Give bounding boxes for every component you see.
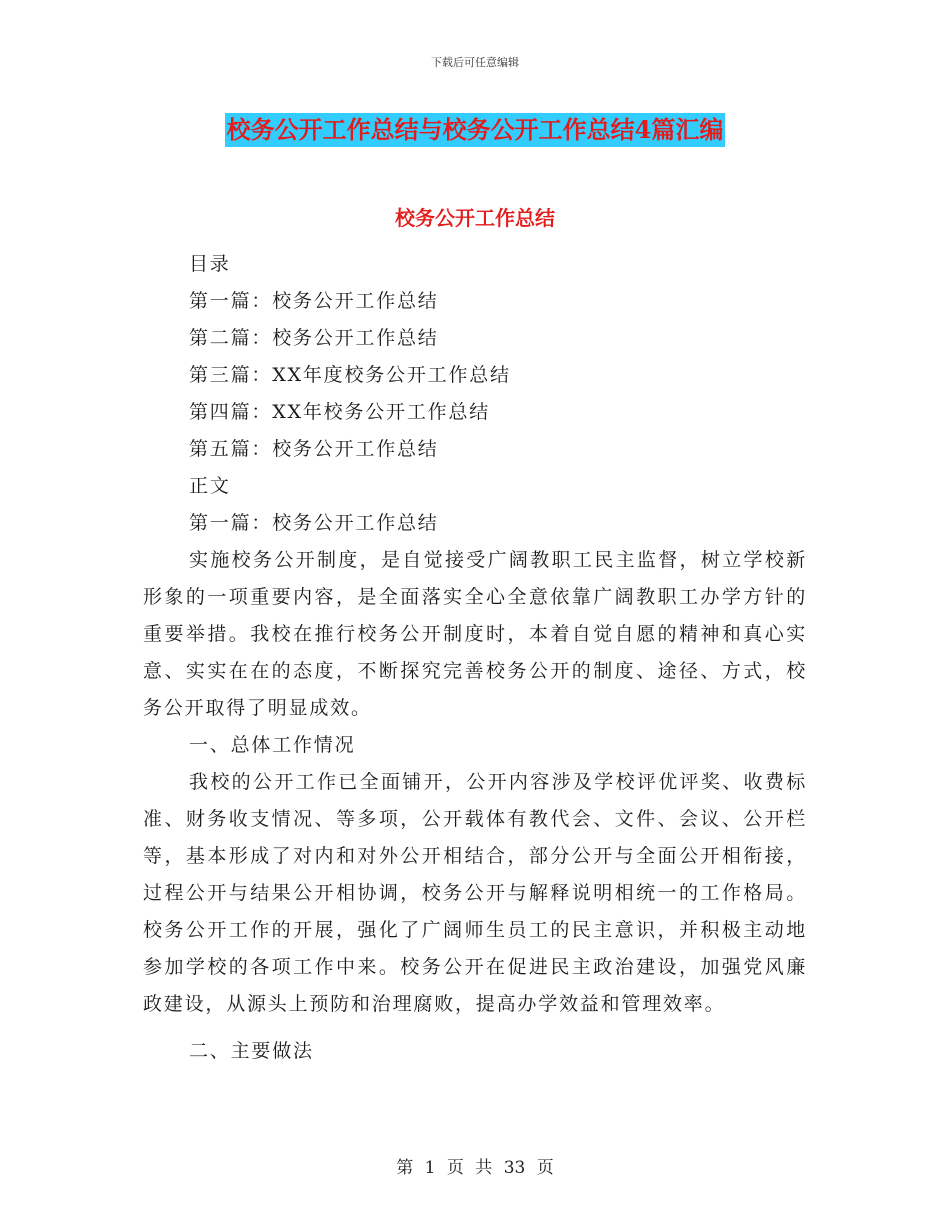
part-title: 第一篇：校务公开工作总结 [189, 512, 439, 534]
body-heading: 正文 [189, 475, 231, 497]
page-header-note: 下载后可任意编辑 [431, 56, 519, 69]
section-title: 校务公开工作总结 [395, 206, 555, 230]
document-title-block [0, 113, 950, 147]
page-footer: 第 1 页 共 33 页 [396, 1158, 554, 1178]
document-title: 校务公开工作总结与校务公开工作总结4篇汇编 [225, 113, 726, 147]
toc-item: 第四篇：XX年校务公开工作总结 [189, 401, 491, 423]
section-heading: 一、总体工作情况 [189, 734, 356, 756]
toc-item: 第三篇：XX年度校务公开工作总结 [189, 364, 511, 386]
toc-item: 第五篇：校务公开工作总结 [189, 438, 439, 460]
body-paragraph: 实施校务公开制度，是自觉接受广阔教职工民主监督，树立学校新形象的一项重要内容，是全面落实全心全意依靠广阔教职工办学方针的重要举措。我校在推行校务公开制度时，本着自觉自愿的精神和真心实意、实实在在的态度，不断探究完善校务公开的制度、途径、方式，校务公开取得了明显成效。 [143, 549, 807, 719]
body-paragraph: 我校的公开工作已全面铺开，公开内容涉及学校评优评奖、收费标准、财务收支情况、等多项，公开载体有教代会、文件、会议、公开栏等，基本形成了对内和对外公开相结合，部分公开与全面公开相衔接，过程公开与结果公开相协调，校务公开与解释说明相统一的工作格局。校务公开工作的开展，强化了广阔师生员工的民主意识，并积极主动地参加学校的各项工作中来。校务公开在促进民主政治建设，加强党风廉政建设，从源头上预防和治理腐败，提高办学效益和管理效率。 [143, 771, 807, 1015]
document-body [143, 246, 807, 1070]
toc-item: 第二篇：校务公开工作总结 [189, 327, 439, 349]
toc-heading: 目录 [189, 253, 231, 275]
toc-item: 第一篇：校务公开工作总结 [189, 290, 439, 312]
section-heading: 二、主要做法 [189, 1040, 314, 1062]
